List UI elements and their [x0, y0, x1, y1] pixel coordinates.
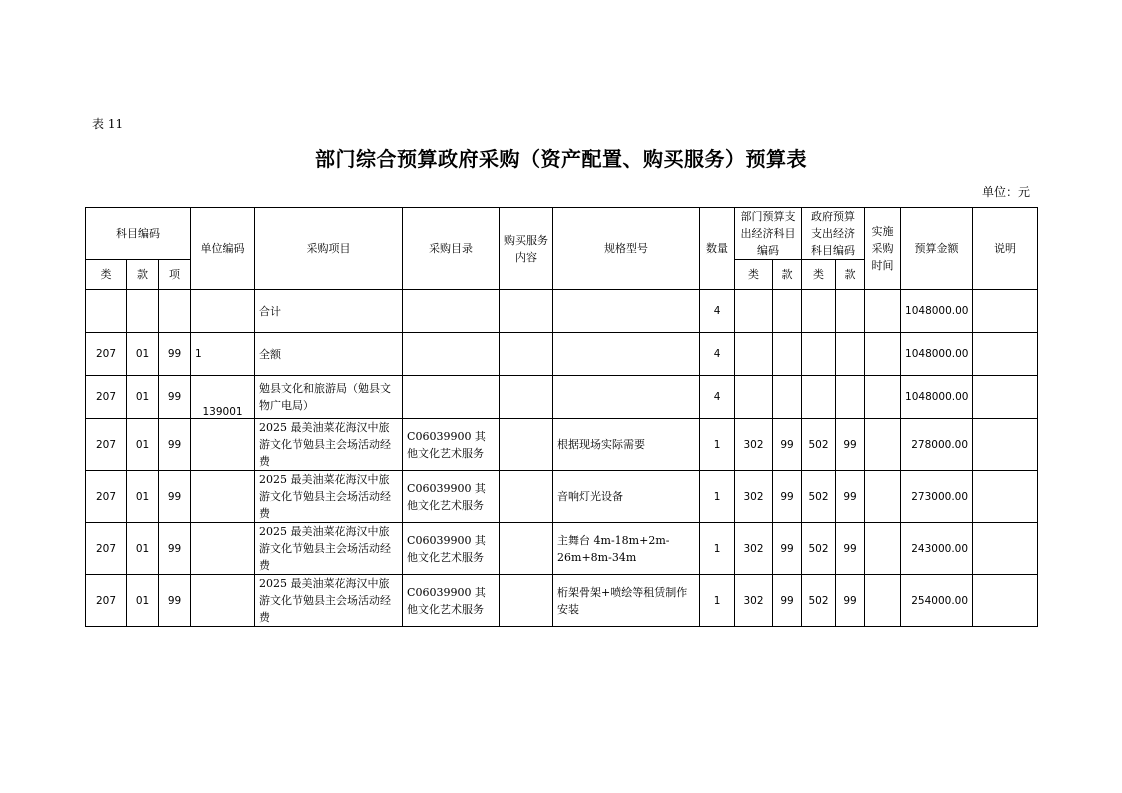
- cell-service: [500, 523, 553, 575]
- cell-gov-lei: 502: [802, 575, 836, 627]
- table-row-total: [86, 290, 1038, 333]
- cell-remark: [973, 523, 1038, 575]
- cell-remark: [973, 471, 1038, 523]
- cell-catalog: [403, 376, 500, 419]
- cell-dept-lei: 302: [735, 471, 773, 523]
- cell-remark: [973, 575, 1038, 627]
- header-gov-lei: 类: [802, 260, 836, 290]
- cell-spec: [553, 333, 700, 376]
- cell-amount: 273000.00: [901, 471, 973, 523]
- cell-gov-lei: 502: [802, 523, 836, 575]
- cell-lei: 207: [86, 523, 127, 575]
- cell-qty: 1: [700, 575, 735, 627]
- table-body: [86, 290, 1038, 627]
- cell-item: 全额: [255, 333, 403, 376]
- cell-time: [865, 376, 901, 419]
- cell-dept-lei: 302: [735, 575, 773, 627]
- cell-time: [865, 333, 901, 376]
- cell-amount: 243000.00: [901, 523, 973, 575]
- cell-unit-code: [191, 419, 255, 471]
- cell-dept-kuan: 99: [773, 523, 802, 575]
- cell-time: [865, 290, 901, 333]
- cell-time: [865, 419, 901, 471]
- cell-lei: 207: [86, 471, 127, 523]
- cell-spec: 根据现场实际需要: [553, 419, 700, 471]
- header-unit-code: 单位编码: [191, 208, 255, 290]
- cell-service: [500, 419, 553, 471]
- header-catalog: 采购目录: [403, 208, 500, 290]
- cell-qty: 4: [700, 290, 735, 333]
- table-row: [86, 575, 1038, 627]
- cell-xiang: 99: [159, 419, 191, 471]
- cell-service: [500, 471, 553, 523]
- cell-remark: [973, 419, 1038, 471]
- cell-dept-kuan: [773, 290, 802, 333]
- cell-kuan: 01: [127, 471, 159, 523]
- cell-unit-code: 1: [191, 333, 255, 376]
- header-amount: 预算金额: [901, 208, 973, 290]
- cell-amount: 278000.00: [901, 419, 973, 471]
- cell-dept-kuan: 99: [773, 471, 802, 523]
- table-row: [86, 471, 1038, 523]
- table-number: 表 11: [92, 117, 124, 131]
- cell-dept-lei: [735, 333, 773, 376]
- cell-service: [500, 333, 553, 376]
- cell-xiang: [159, 290, 191, 333]
- cell-catalog: [403, 290, 500, 333]
- cell-xiang: 99: [159, 376, 191, 419]
- header-dept-econ: 部门预算支出经济科目编码: [735, 208, 802, 260]
- header-dept-lei: 类: [735, 260, 773, 290]
- cell-gov-kuan: 99: [836, 523, 865, 575]
- header-gov-econ: 政府预算支出经济科目编码: [802, 208, 865, 260]
- cell-item: 2025 最美油菜花海汉中旅游文化节勉县主会场活动经费: [255, 523, 403, 575]
- cell-lei: 207: [86, 376, 127, 419]
- cell-amount: 1048000.00: [901, 290, 973, 333]
- cell-catalog: C06039900 其他文化艺术服务: [403, 419, 500, 471]
- cell-qty: 1: [700, 471, 735, 523]
- table-header: [86, 208, 1038, 290]
- cell-gov-kuan: 99: [836, 471, 865, 523]
- cell-item: 勉县文化和旅游局（勉县文物广电局）: [255, 376, 403, 419]
- cell-gov-lei: [802, 333, 836, 376]
- cell-time: [865, 471, 901, 523]
- cell-qty: 1: [700, 523, 735, 575]
- cell-amount: 1048000.00: [901, 333, 973, 376]
- cell-service: [500, 376, 553, 419]
- cell-lei: 207: [86, 575, 127, 627]
- cell-dept-kuan: 99: [773, 575, 802, 627]
- cell-gov-kuan: [836, 376, 865, 419]
- cell-lei: 207: [86, 419, 127, 471]
- cell-gov-kuan: [836, 333, 865, 376]
- cell-item: 2025 最美油菜花海汉中旅游文化节勉县主会场活动经费: [255, 575, 403, 627]
- table-row: [86, 523, 1038, 575]
- header-quantity: 数量: [700, 208, 735, 290]
- cell-remark: [973, 376, 1038, 419]
- cell-gov-lei: [802, 376, 836, 419]
- cell-dept-kuan: [773, 333, 802, 376]
- cell-spec: 主舞台 4m-18m+2m-26m+8m-34m: [553, 523, 700, 575]
- cell-lei: [86, 290, 127, 333]
- cell-kuan: 01: [127, 333, 159, 376]
- cell-service: [500, 290, 553, 333]
- cell-qty: 1: [700, 419, 735, 471]
- cell-time: [865, 523, 901, 575]
- cell-unit-code: [191, 575, 255, 627]
- cell-kuan: 01: [127, 575, 159, 627]
- cell-unit-code: [191, 471, 255, 523]
- budget-table: [85, 207, 1038, 627]
- cell-unit-code: [191, 290, 255, 333]
- cell-catalog: C06039900 其他文化艺术服务: [403, 471, 500, 523]
- cell-lei: 207: [86, 333, 127, 376]
- cell-amount: 254000.00: [901, 575, 973, 627]
- cell-spec: [553, 376, 700, 419]
- table-row: [86, 419, 1038, 471]
- unit-label: 单位：元: [981, 185, 1030, 199]
- header-lei: 类: [86, 260, 127, 290]
- cell-item: 2025 最美油菜花海汉中旅游文化节勉县主会场活动经费: [255, 419, 403, 471]
- cell-catalog: C06039900 其他文化艺术服务: [403, 575, 500, 627]
- cell-spec: 音响灯光设备: [553, 471, 700, 523]
- cell-xiang: 99: [159, 523, 191, 575]
- page-title: 部门综合预算政府采购（资产配置、购买服务）预算表: [315, 147, 807, 171]
- cell-item: 合计: [255, 290, 403, 333]
- cell-dept-lei: [735, 290, 773, 333]
- cell-gov-lei: 502: [802, 471, 836, 523]
- cell-kuan: 01: [127, 523, 159, 575]
- header-kuan: 款: [127, 260, 159, 290]
- header-item: 采购项目: [255, 208, 403, 290]
- header-service-content: 购买服务内容: [500, 208, 553, 290]
- cell-spec: 桁架骨架+喷绘等租赁制作安装: [553, 575, 700, 627]
- header-dept-kuan: 款: [773, 260, 802, 290]
- cell-kuan: 01: [127, 419, 159, 471]
- cell-dept-kuan: 99: [773, 419, 802, 471]
- cell-gov-kuan: 99: [836, 419, 865, 471]
- table-row: [86, 333, 1038, 376]
- cell-dept-lei: 302: [735, 523, 773, 575]
- header-xiang: 项: [159, 260, 191, 290]
- cell-kuan: 01: [127, 376, 159, 419]
- header-impl-time: 实施采购时间: [865, 208, 901, 290]
- cell-unit-code: 139001: [191, 376, 255, 419]
- header-remark: 说明: [973, 208, 1038, 290]
- header-spec: 规格型号: [553, 208, 700, 290]
- cell-qty: 4: [700, 376, 735, 419]
- cell-amount: 1048000.00: [901, 376, 973, 419]
- cell-dept-kuan: [773, 376, 802, 419]
- cell-spec: [553, 290, 700, 333]
- cell-time: [865, 575, 901, 627]
- cell-remark: [973, 333, 1038, 376]
- cell-xiang: 99: [159, 333, 191, 376]
- header-gov-kuan: 款: [836, 260, 865, 290]
- cell-catalog: [403, 333, 500, 376]
- cell-gov-kuan: 99: [836, 575, 865, 627]
- cell-gov-lei: 502: [802, 419, 836, 471]
- cell-qty: 4: [700, 333, 735, 376]
- cell-dept-lei: [735, 376, 773, 419]
- cell-unit-code: [191, 523, 255, 575]
- cell-remark: [973, 290, 1038, 333]
- cell-item: 2025 最美油菜花海汉中旅游文化节勉县主会场活动经费: [255, 471, 403, 523]
- cell-xiang: 99: [159, 471, 191, 523]
- cell-gov-kuan: [836, 290, 865, 333]
- cell-xiang: 99: [159, 575, 191, 627]
- cell-kuan: [127, 290, 159, 333]
- cell-gov-lei: [802, 290, 836, 333]
- cell-service: [500, 575, 553, 627]
- table-row: [86, 376, 1038, 419]
- header-subject-code: 科目编码: [86, 208, 191, 260]
- cell-catalog: C06039900 其他文化艺术服务: [403, 523, 500, 575]
- cell-dept-lei: 302: [735, 419, 773, 471]
